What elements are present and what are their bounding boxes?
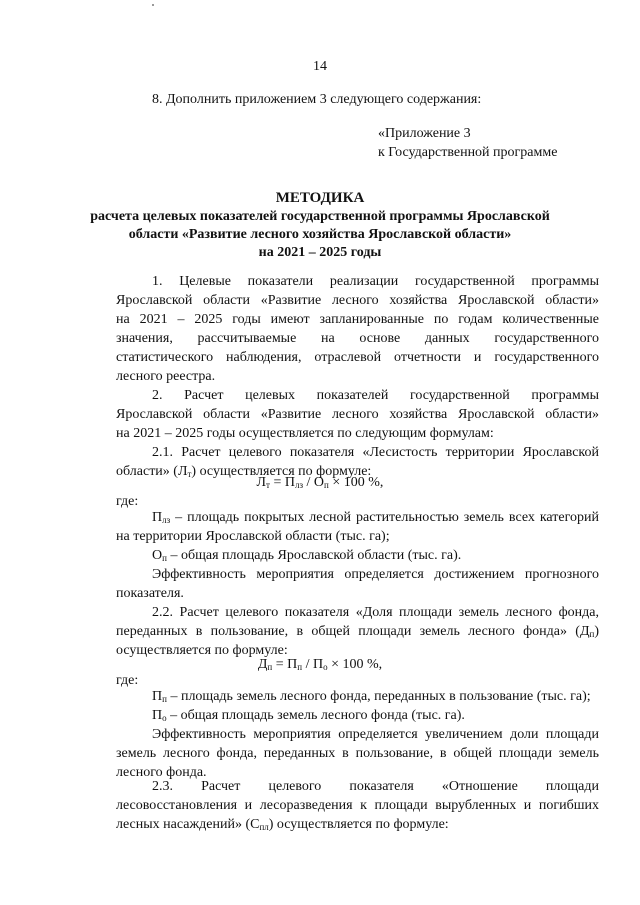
s21-def1-line1: $П_{лз}$ – площадь покрытых лесной растительностью земель всех категорий: [152, 510, 599, 525]
s22-def1: $П_п$ – площадь земель лесного фонда, переданных в пользование (тыс. га);: [152, 689, 591, 704]
formula-dolya: $Д_п = П_п / П_о \times 100$ %,: [257, 657, 383, 672]
p2-line: 2. Расчет целевых показателей государственной программы: [152, 388, 599, 403]
appendix-ref-line2: к Государственной программе: [378, 145, 558, 160]
s21-line1: 2.1. Расчет целевого показателя «Лесистость территории Ярославской: [152, 445, 599, 460]
intro-line: 8. Дополнить приложением 3 следующего содержания:: [152, 92, 482, 107]
s23-line1: 2.3. Расчет целевого показателя «Отношение площади: [152, 779, 599, 794]
doc-subtitle-line3: на 2021 – 2025 годы: [258, 245, 382, 260]
p1-line: на 2021 – 2025 годы имеют запланированные по годам количественные: [116, 312, 599, 327]
s21-def1-line2: на территории Ярославской области (тыс. га);: [116, 529, 390, 544]
p2-line: Ярославской области «Развитие лесного хозяйства Ярославской области»: [116, 407, 599, 422]
s22-eff2: земель лесного фонда, переданных в пользование, в общей площади земель: [116, 746, 599, 761]
appendix-ref-line1: «Приложение 3: [378, 126, 471, 141]
s22-eff1: Эффективность мероприятия определяется увеличением доли площади: [152, 727, 599, 742]
p1-line: статистического наблюдения, отраслевой отчетности и государственного: [116, 350, 599, 365]
doc-subtitle-line1: расчета целевых показателей государственной программы Ярославской: [90, 209, 550, 224]
s22-line3: осуществляется по формуле:: [116, 643, 288, 658]
where-label: где:: [116, 494, 139, 509]
s23-line3: лесных насаждений» $(С_{пл})$ осуществляется по формуле:: [116, 817, 449, 832]
s21-line2: области» $(Л_т)$ осуществляется по формуле:: [116, 464, 372, 479]
s21-eff2: показателя.: [116, 586, 184, 601]
where-label: где:: [116, 673, 139, 688]
scan-speck: [152, 4, 154, 6]
s22-eff3: лесного фонда.: [116, 765, 207, 780]
p1-line: значения, рассчитываемые на основе данных государственного: [116, 331, 599, 346]
p1-line: лесного реестра.: [116, 369, 216, 384]
s22-def2: $П_о$ – общая площадь земель лесного фонда (тыс. га).: [152, 708, 465, 723]
s21-eff1: Эффективность мероприятия определяется достижением прогнозного: [152, 567, 599, 582]
p1-line: 1. Целевые показатели реализации государственной программы: [152, 274, 599, 289]
formula-lesistost: $Л_т = П_{лз} / О_п \times 100$ %,: [256, 475, 384, 490]
s23-line2: лесовосстановления и лесоразведения к площади вырубленных и погибших: [116, 798, 599, 813]
page-number: 14: [313, 59, 327, 74]
doc-title: МЕТОДИКА: [275, 190, 365, 206]
s21-def2: $О_п$ – общая площадь Ярославской области (тыс. га).: [152, 548, 462, 563]
s22-line2: переданных в пользование, в общей площади земель лесного фонда» $(Д_п)$: [116, 624, 599, 639]
p1-line: Ярославской области «Развитие лесного хозяйства Ярославской области»: [116, 293, 599, 308]
doc-subtitle-line2: области «Развитие лесного хозяйства Ярославской области»: [128, 227, 512, 242]
p2-line: на 2021 – 2025 годы осуществляется по следующим формулам:: [116, 426, 494, 441]
s22-line1: 2.2. Расчет целевого показателя «Доля площади земель лесного фонда,: [152, 605, 599, 620]
